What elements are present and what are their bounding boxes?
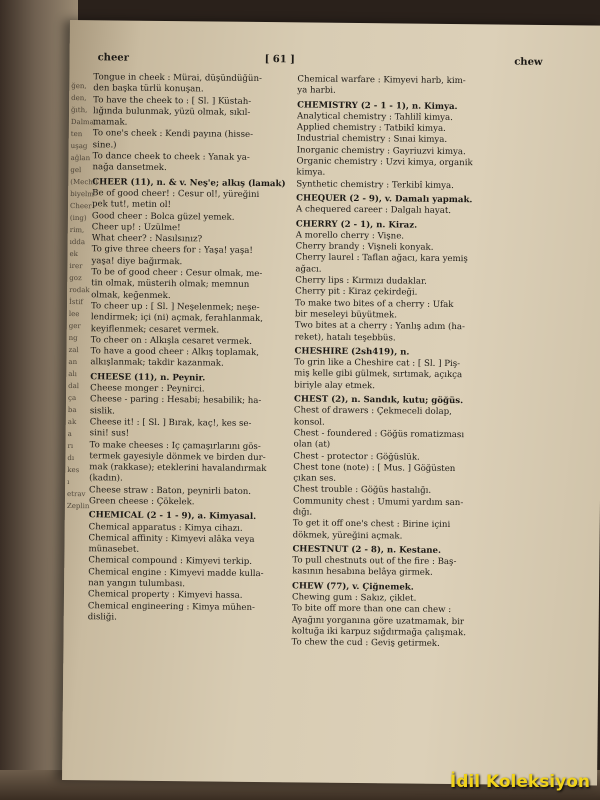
text-line: Be of good cheer! : Cesur ol!, yüreğini (92, 188, 260, 200)
text-line: lığında bulunmak, yüzü olmak, sıkıl- (92, 106, 251, 118)
edge-fragment: ğen, (71, 82, 87, 91)
text-line: Two bites at a cherry : Yanlış adım (ha- (294, 320, 465, 333)
edge-fragment: ıdda (69, 238, 86, 247)
edge-fragment: etrav (66, 489, 86, 499)
text-line: kasının hesabına belâya girmek. (292, 566, 433, 579)
text-line: Good cheer : Bolca güzel yemek. (91, 210, 235, 223)
text-line: Chemical apparatus : Kimya cihazı. (88, 521, 243, 534)
edge-fragment: ger (68, 322, 81, 331)
text-line: sine.) (92, 140, 117, 151)
edge-fragment: ağlan (70, 154, 91, 163)
text-line: To have a good cheer : Alkış toplamak, (90, 346, 260, 359)
text-line: nan yangın tulumbası. (88, 578, 186, 590)
text-line: mamak. (92, 117, 128, 128)
text-line: Cherry brandy : Vişneli konyak. (295, 241, 434, 253)
text-line: kimya. (296, 167, 326, 179)
edge-fragment: dı (67, 453, 75, 463)
text-line: CHESHIRE (2sh419), n. (294, 346, 410, 358)
edge-fragment: ğıth, (71, 106, 88, 115)
edge-fragment: ak (67, 417, 77, 427)
edge-fragment: biyelm (70, 190, 94, 199)
edge-fragment: ng (68, 334, 78, 343)
text-line: keyiflenmek; cesaret vermek. (90, 323, 220, 336)
text-line: What cheer? : Nasılsınız? (91, 233, 203, 245)
text-line: Cheese it! : [ Sl. ] Bırak, kaç!, kes se- (89, 417, 252, 429)
text-line: miş kelle gibi gülmek, sırtımak, açıkça (294, 368, 463, 381)
text-line: pek tut!, metin ol! (92, 199, 172, 211)
edge-fragment: ba (67, 405, 77, 415)
text-line: Cheese monger : Peynirci. (90, 383, 205, 395)
text-line: Chemical compound : Kimyevi terkip. (88, 555, 253, 568)
text-line: mak (rakkase); eteklerini havalandırmak (89, 462, 267, 475)
text-line: ya harbi. (297, 85, 336, 97)
left-column (88, 72, 289, 625)
text-line: koltuğa iki karpuz sığdırmağa çalışmak. (291, 626, 467, 639)
text-line: dökmek, yüreğini açmak. (292, 529, 403, 542)
text-line: Ayağını yorganına göre uzatmamak, bir (291, 615, 465, 627)
text-line: A morello cherry : Vişne. (295, 230, 405, 242)
edge-fragment: gel (70, 166, 82, 175)
page-number: [ 61 ] (264, 54, 295, 66)
text-line: Chest of drawers : Çekmeceli dolap, (293, 405, 452, 418)
text-line: Chemical warfare : Kimyevi harb, kim- (297, 74, 466, 87)
text-line: münasebet. (88, 544, 140, 555)
text-line: yaşa! diye bağırmak. (91, 255, 183, 267)
text-line: Applied chemistry : Tatbikî kimya. (296, 122, 446, 135)
text-line: Cheese straw : Baton, peynirli baton. (89, 484, 252, 497)
text-line: nağa dansetmek. (92, 162, 167, 174)
text-line: çıkan ses. (293, 473, 337, 484)
edge-fragment: zal (68, 346, 79, 355)
text-line: CHESTNUT (2 - 8), n. Kestane. (292, 544, 442, 556)
text-line: Inorganic chemistry : Gayriuzvi kimya. (296, 145, 466, 157)
text-line: lendirmek; içi (ni) açmak, ferahlanmak, (90, 312, 264, 325)
text-line: Cherry laurel : Taflan ağacı, kara yemiş (295, 252, 468, 265)
text-line: tin olmak, müsterih olmak; memnun (91, 278, 250, 291)
edge-fragment: Cheer (70, 202, 92, 211)
edge-fragment: a (67, 429, 72, 439)
text-line: Chest tone (note) : [ Mus. ] Göğüsten (293, 462, 456, 474)
edge-fragment: irer (69, 262, 83, 271)
header-first-word: cheer (97, 52, 130, 64)
text-line: CHERRY (2 - 1), n. Kiraz. (295, 218, 418, 231)
dictionary-page (62, 20, 600, 786)
text-line: Chest - foundered : Göğüs romatizması (293, 428, 465, 441)
edge-fragment: uşag (70, 142, 88, 151)
text-line: To pull chestnuts out of the fire : Baş- (292, 555, 457, 568)
text-line: Chemical engine : Kimyevi madde kulla- (88, 566, 264, 579)
edge-fragment: (Mech.) (70, 178, 98, 187)
text-line: (kadın). (89, 473, 123, 484)
edge-fragment: goz (69, 274, 82, 283)
text-line: Cherry lips : Kırmızı dudaklar. (295, 275, 427, 287)
text-line: sini! sus! (89, 428, 130, 439)
text-line: Organic chemistry : Uzvi kimya, organik (296, 156, 473, 169)
edge-fragment: kes (67, 465, 80, 475)
text-line: Cheese - paring : Hesabi; hesabilik; ha- (89, 394, 262, 407)
text-line: To dance cheek to cheek : Yanak ya- (92, 151, 250, 163)
text-line: Analytical chemistry : Tahlilî kimya. (296, 111, 453, 123)
text-line: termek gayesiyle dönmek ve birden dur- (89, 451, 266, 463)
text-line: CHEW (77), v. Çiğnemek. (292, 581, 414, 593)
text-line: olan (at) (293, 439, 331, 450)
text-line: Cheer up! : Üzülme! (91, 222, 181, 234)
edge-fragment: (ing) (69, 214, 87, 223)
text-line: A chequered career : Dalgalı hayat. (295, 204, 452, 217)
text-line: Chemical property : Kimyevi hassa. (87, 589, 243, 602)
text-line: bir meseleyi büyütmek. (294, 309, 398, 321)
text-line: CHEQUER (2 - 9), v. Damalı yapmak. (296, 193, 473, 206)
text-line: Tongue in cheek : Mürai, düşündüğün- (93, 72, 262, 85)
text-line: Green cheese : Çökelek. (88, 496, 195, 508)
text-line: Chest - protector : Göğüslük. (293, 450, 420, 463)
text-line: olmak, keğenmek. (91, 289, 171, 301)
text-line: CHEMICAL (2 - 1 - 9), a. Kimyasal. (88, 510, 257, 523)
text-line: To cheer on : Alkışla cesaret vermek. (90, 335, 253, 347)
text-line: reket), hatalı teşebbüs. (294, 331, 396, 343)
text-line: To bite off more than one can chew : (291, 603, 452, 616)
edge-fragment: ek (69, 250, 78, 259)
edge-fragment: rodak (69, 286, 90, 295)
edge-fragment: ı (67, 477, 70, 487)
text-line: konsol. (293, 416, 325, 428)
edge-fragment: rim, (69, 226, 85, 235)
text-line: Chewing gum : Sakız, çiklet. (291, 592, 417, 604)
header-last-word: chew (514, 56, 543, 68)
text-line: To one's cheek : Kendi payına (hisse- (92, 128, 254, 141)
text-line: Community chest : Umumi yardım san- (292, 496, 464, 508)
text-line: CHEESE (11), n. Peynir. (90, 371, 206, 384)
text-line: Chest trouble : Göğüs hastalığı. (293, 484, 432, 497)
text-line: alkışlanmak; takdir kazanmak. (90, 357, 224, 370)
text-line: Cherry pit : Kiraz çekirdeği. (295, 286, 418, 298)
text-line: To grin like a Cheshire cat : [ Sl. ] Piş- (294, 357, 461, 370)
edge-fragment: an (68, 358, 78, 367)
edge-fragment: alı (68, 370, 77, 379)
text-line: To make two bites of a cherry : Ufak (294, 298, 454, 310)
text-line: ağacı. (295, 264, 322, 275)
text-line: CHEMISTRY (2 - 1 - 1), n. Kimya. (297, 99, 458, 112)
text-line: den başka türlü konuşan. (93, 83, 204, 95)
edge-fragment: ça (67, 394, 77, 403)
text-line: Industrial chemistry : Sınai kimya. (296, 133, 448, 146)
edge-fragment: Zeplin (66, 501, 90, 511)
text-line: To get it off one's chest : Birine içini (292, 518, 451, 531)
edge-fragment: dal (68, 382, 80, 391)
text-line: biriyle alay etmek. (294, 380, 376, 391)
text-line: Chemical affinity : Kimyevi alâka veya (88, 533, 255, 545)
watermark-text: İdil Koleksiyon (449, 772, 590, 792)
text-line: To cheer up : [ Sl. ] Neşelenmek; neşe- (90, 301, 260, 313)
text-line: sislik. (89, 405, 115, 417)
text-line: To have the cheek to : [ Sl. ] Küstah- (93, 94, 252, 107)
edge-fragment: ten (70, 130, 83, 139)
edge-fragment: rı (67, 441, 74, 451)
text-line: Chemical engineering : Kimya mühen- (87, 600, 256, 613)
running-header (69, 52, 600, 74)
text-line: To be of good cheer : Cesur olmak, me- (91, 267, 263, 280)
text-line: To chew the cud : Geviş getirmek. (291, 637, 440, 650)
text-line: disliği. (87, 612, 117, 623)
text-line: CHEER (11), n. & v. Neş'e; alkış (lamak) (92, 176, 286, 189)
right-column (291, 74, 515, 651)
text-line: CHEST (2), n. Sandık, kutu; göğüs. (293, 394, 464, 407)
edge-fragment: lee (68, 310, 80, 319)
text-line: Synthetic chemistry : Terkibî kimya. (296, 179, 454, 191)
edge-fragment: den, (71, 94, 87, 103)
edge-fragment: İstif (69, 298, 84, 307)
text-line: To make cheeses : İç çamaşırlarını gös- (89, 439, 261, 452)
text-line: To give three cheers for : Yaşa! yaşa! (91, 244, 253, 257)
edge-fragment: Dalma, (70, 118, 97, 127)
text-line: dığı. (292, 507, 313, 518)
